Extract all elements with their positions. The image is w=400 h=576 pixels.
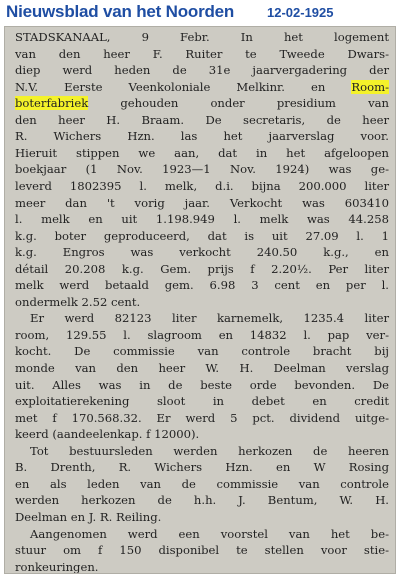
article-line bbox=[5, 79, 395, 95]
article-line bbox=[5, 294, 395, 310]
article-line bbox=[5, 211, 395, 227]
article-line bbox=[5, 178, 395, 194]
article-line bbox=[5, 95, 395, 111]
article-line bbox=[5, 310, 395, 326]
article-text: Deelman en J. R. Reiling. bbox=[15, 509, 162, 524]
article-line bbox=[5, 443, 395, 459]
article-text: Aangenomen werd een voorstel van het be- bbox=[30, 526, 389, 541]
article-line bbox=[5, 195, 395, 211]
article-text: ondermelk 2.52 cent. bbox=[15, 294, 141, 309]
article-text: boekjaar (1 Nov. 1923—1 Nov. 1924) was ge- bbox=[15, 162, 389, 177]
article-text: détail 20.208 k.g. Gem. prijs f 2.20½. Per liter bbox=[15, 261, 389, 276]
article-text: l. melk en uit 1.198.949 l. melk was 44.258 bbox=[15, 212, 389, 227]
highlighted-search-term: Room- bbox=[351, 79, 389, 94]
article-text: uit. Alles was in de beste orde bevonden. De bbox=[15, 377, 389, 392]
article-line bbox=[5, 244, 395, 260]
article-text: meer dan 't vorig jaar. Verkocht was 603410 bbox=[15, 195, 389, 210]
article-line bbox=[5, 360, 395, 376]
article-text: k.g. boter geproduceerd, dat is uit 27.09 l. 1 bbox=[15, 228, 389, 243]
article-text: melk werd betaald gem. 6.98 3 cent en per l. bbox=[15, 278, 389, 293]
article-line bbox=[5, 277, 395, 293]
article-line bbox=[5, 476, 395, 492]
article-line bbox=[5, 46, 395, 62]
article-text: monde van den heer W. H. Deelman verslag bbox=[15, 361, 389, 375]
article-text: diep werd heden de 31e jaarvergadering der bbox=[15, 63, 389, 78]
highlighted-search-term: boterfabriek bbox=[15, 96, 89, 111]
article-text: van den heer F. Ruiter te Tweede Dwars- bbox=[15, 46, 389, 61]
publication-date: 12-02-1925 bbox=[267, 5, 334, 20]
article-text: Er werd 82123 liter karnemelk, 1235.4 liter bbox=[30, 311, 389, 326]
article-text: kocht. De commissie van controle bracht bij bbox=[15, 344, 389, 359]
article-line bbox=[5, 62, 395, 78]
article-line bbox=[5, 559, 395, 574]
article-line bbox=[5, 161, 395, 177]
newspaper-title: Nieuwsblad van het Noorden bbox=[6, 2, 235, 21]
article-line bbox=[5, 509, 395, 525]
article-text: den heer H. Braam. De secretaris, de heer bbox=[15, 112, 389, 127]
article-line bbox=[5, 393, 395, 409]
article-text: gehouden onder presidium van bbox=[88, 96, 389, 111]
article-text: B. Drenth, R. Wichers Hzn. en W Rosing bbox=[15, 460, 389, 475]
article-text: R. Wichers Hzn. las het jaarverslag voor. bbox=[15, 129, 389, 144]
article-line bbox=[5, 542, 395, 558]
page-header bbox=[0, 0, 400, 26]
article-line bbox=[5, 112, 395, 128]
article-text: Tot bestuursleden werden herkozen de heeren bbox=[30, 443, 389, 458]
article-text: STADSKANAAL, 9 Febr. In het logement bbox=[15, 30, 389, 44]
article-line bbox=[5, 426, 395, 442]
article-line bbox=[5, 492, 395, 508]
newspaper-clipping bbox=[4, 26, 396, 574]
article-line bbox=[5, 410, 395, 426]
article-line bbox=[5, 327, 395, 343]
article-text: k.g. Engros was verkocht 240.50 k.g., en bbox=[15, 245, 389, 260]
article-text: met f 170.568.32. Er werd 5 pct. dividend uitge- bbox=[15, 410, 389, 425]
article-text: Hieruit stippen we aan, dat in het afgeloopen bbox=[15, 145, 389, 160]
article-text: leverd 1802395 l. melk, d.i. bijna 200.000 liter bbox=[15, 178, 389, 193]
article-line bbox=[5, 261, 395, 277]
article-text: stuur om f 150 disponibel te stellen voor stie- bbox=[15, 543, 389, 558]
article-line bbox=[5, 145, 395, 161]
article-line bbox=[5, 228, 395, 244]
article-line bbox=[5, 343, 395, 359]
article-text: room, 129.55 l. slagroom en 14832 l. pap ver- bbox=[15, 327, 389, 342]
article-line bbox=[5, 29, 395, 45]
article-line bbox=[5, 459, 395, 475]
article-text: werden herkozen de h.h. J. Bentum, W. H. bbox=[15, 493, 389, 508]
article-line bbox=[5, 377, 395, 393]
article-line bbox=[5, 128, 395, 144]
article-text: exploitatierekening sloot in debet en credit bbox=[15, 394, 389, 409]
article-text: N.V. Eerste Veenkoloniale Melkinr. en bbox=[15, 79, 352, 94]
article-text: ronkeuringen. bbox=[15, 559, 99, 574]
article-text: en als leden van de commissie van controle bbox=[15, 476, 389, 491]
article-text: keerd (aandeelenkap. f 12000). bbox=[15, 427, 200, 442]
article-line bbox=[5, 526, 395, 542]
